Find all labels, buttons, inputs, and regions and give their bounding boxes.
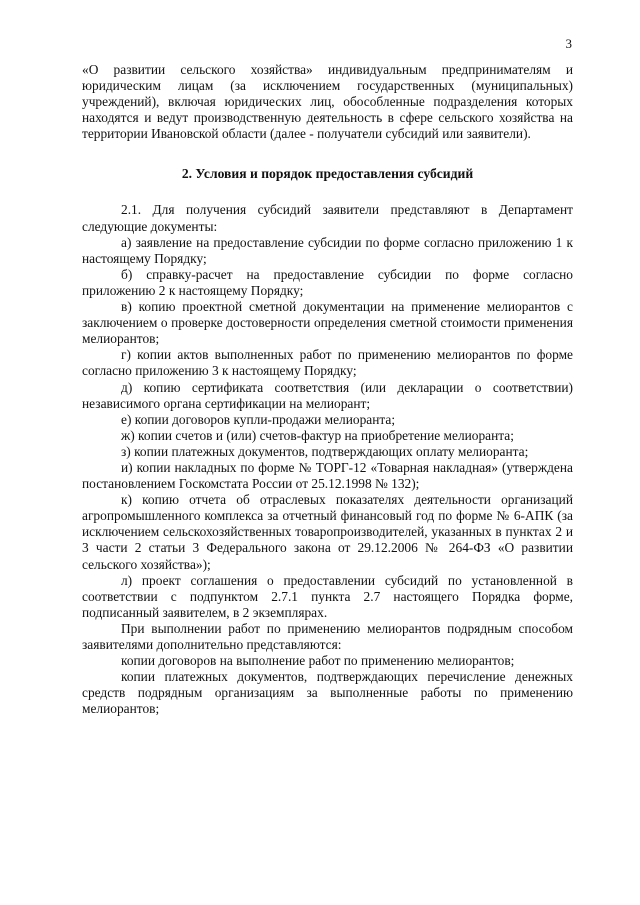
item-a: а) заявление на предоставление субсидии по форме согласно приложению 1 к настоящему Порядку; [82,234,573,266]
contractor-paragraph: При выполнении работ по применению мелиорантов подрядным способом заявителями дополнительно представляются: [82,620,573,652]
item-i: и) копии накладных по форме № ТОРГ-12 «Товарная накладная» (утверждена постановлением Госкомстата России от 25.12.1998 № 132); [82,459,573,492]
item-g: г) копии актов выполненных работ по применению мелиорантов по форме согласно приложению 3 к настоящему Порядку; [82,347,573,379]
contractor-item-payments: копии платежных документов, подтверждающих перечисление денежных средств подрядным организациям за выполненные работы по применению мелиорантов; [82,669,573,717]
item-e: е) копии договоров купли-продажи мелиоранта; [121,411,396,427]
contractor-item-contracts: копии договоров на выполнение работ по применению мелиорантов; [121,653,515,669]
paragraph-2-1: 2.1. Для получения субсидий заявители представляют в Департамент следующие документы: [82,202,573,234]
item-v: в) копию проектной сметной документации на применение мелиорантов с заключением о проверке достоверности определения сметной стоимости применения мелиорантов; [82,299,573,347]
item-zh: ж) копии счетов и (или) счетов-фактур на приобретение мелиоранта; [121,427,514,443]
intro-paragraph: «О развитии сельского хозяйства» индивидуальным предпринимателям и юридическим лицам (за исключением государственных (муниципальных) учреждений), включая юридических лиц, обособленные подразделения которых находятся и ведут производственную деятельность в сфере сельского хозяйства на территории Ивановской области (далее - получатели субсидий или заявители). [82,62,573,142]
item-k: к) копию отчета об отраслевых показателях деятельности организаций агропромышленного комплекса за отчетный финансовый год по форме № 6-АПК (за исключением сельскохозяйственных товаропроизводителей, указанных в пунктах 2 и 3 части 2 статьи 3 Федерального закона от 29.12.2006 № 264-ФЗ «О развитии сельского хозяйства»); [82,492,573,572]
item-d: д) копию сертификата соответствия (или декларации о соответствии) независимого органа сертификации на мелиорант; [82,379,573,411]
page-number: 3 [565,36,572,51]
item-z: з) копии платежных документов, подтверждающих оплату мелиоранта; [121,443,529,459]
document-body [82,62,573,717]
item-b: б) справку-расчет на предоставление субсидии по форме согласно приложению 2 к настоящему Порядку; [82,266,573,298]
item-l: л) проект соглашения о предоставлении субсидий по установленной в соответствии с подпунктом 2.7.1 пункта 2.7 настоящего Порядка форме, подписанный заявителем, в 2 экземплярах. [82,572,573,620]
section-heading: 2. Условия и порядок предоставления субсидий [181,166,474,182]
